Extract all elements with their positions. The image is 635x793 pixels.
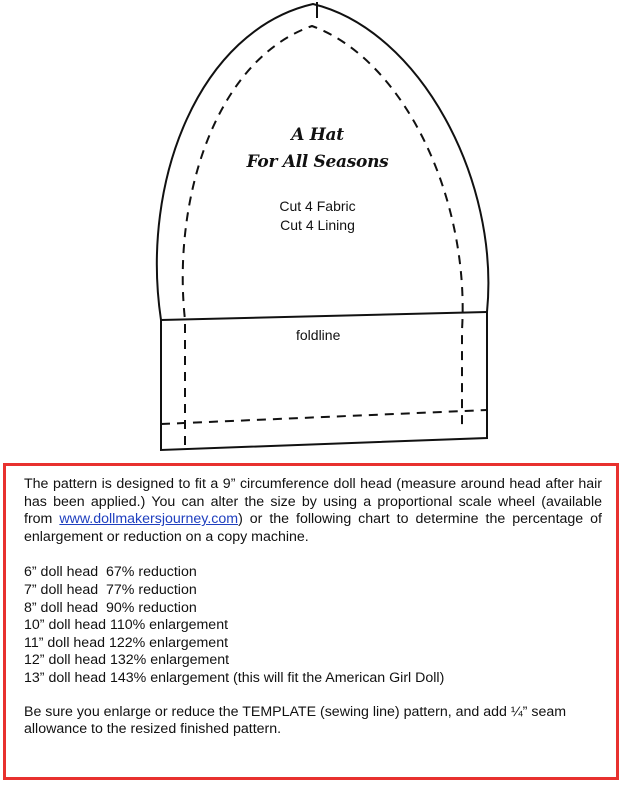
- chart-size: 11” doll head: [24, 634, 109, 651]
- chart-adjustment: 90% reduction: [106, 599, 197, 616]
- chart-adjustment: 132% enlargement: [109, 652, 230, 669]
- chart-row: [24, 600, 602, 618]
- chart-adjustment: 122% enlargement: [108, 634, 229, 651]
- chart-size: 6” doll head: [24, 564, 107, 581]
- chart-row: [24, 564, 602, 582]
- chart-size: 12” doll head: [24, 652, 110, 669]
- chart-size: 13” doll head: [24, 669, 110, 686]
- website-link[interactable]: www.dollmakersjourney.com: [59, 511, 239, 528]
- foldline-label: foldline: [296, 327, 341, 343]
- chart-row: [24, 617, 602, 635]
- chart-row: [24, 635, 602, 653]
- sewing-line: [183, 26, 463, 445]
- pattern-title-line1: A Hat: [291, 125, 344, 145]
- chart-adjustment: 77% reduction: [106, 581, 197, 598]
- chart-size: 7” doll head: [24, 581, 107, 598]
- cut-fabric-instruction: Cut 4 Fabric: [279, 198, 356, 214]
- chart-adjustment: 143% enlargement (this will fit the American Girl Doll): [109, 669, 445, 686]
- chart-row: [24, 582, 602, 600]
- intro-text-start: The pattern is designed to fit a 9” circumference doll head (measure around head after hair has been applied.) You can alter the size by using a proportional scale wheel (available from: [24, 476, 602, 528]
- sewing-line-bottom: [161, 410, 487, 424]
- intro-paragraph: [24, 476, 602, 546]
- chart-size: 8” doll head: [24, 599, 107, 616]
- closing-paragraph: Be sure you enlarge or reduce the TEMPLATE (sewing line) pattern, and add ¼” seam allowance to the resized finished pattern.: [24, 703, 567, 738]
- chart-adjustment: 67% reduction: [106, 564, 197, 581]
- chart-row: [24, 670, 602, 688]
- chart-size: 10” doll head: [24, 617, 110, 634]
- chart-adjustment: 110% enlargement: [109, 617, 229, 634]
- intro-text-end: ) or the following chart to determine the percentage of enlargement or reduction on a copy machine.: [24, 511, 602, 545]
- instructions-box: [3, 463, 619, 780]
- chart-row: [24, 652, 602, 670]
- cut-lining-instruction: Cut 4 Lining: [280, 217, 355, 233]
- size-chart: [24, 564, 602, 687]
- foldline-rule: [161, 312, 487, 320]
- pattern-title-line2: For All Seasons: [246, 152, 389, 172]
